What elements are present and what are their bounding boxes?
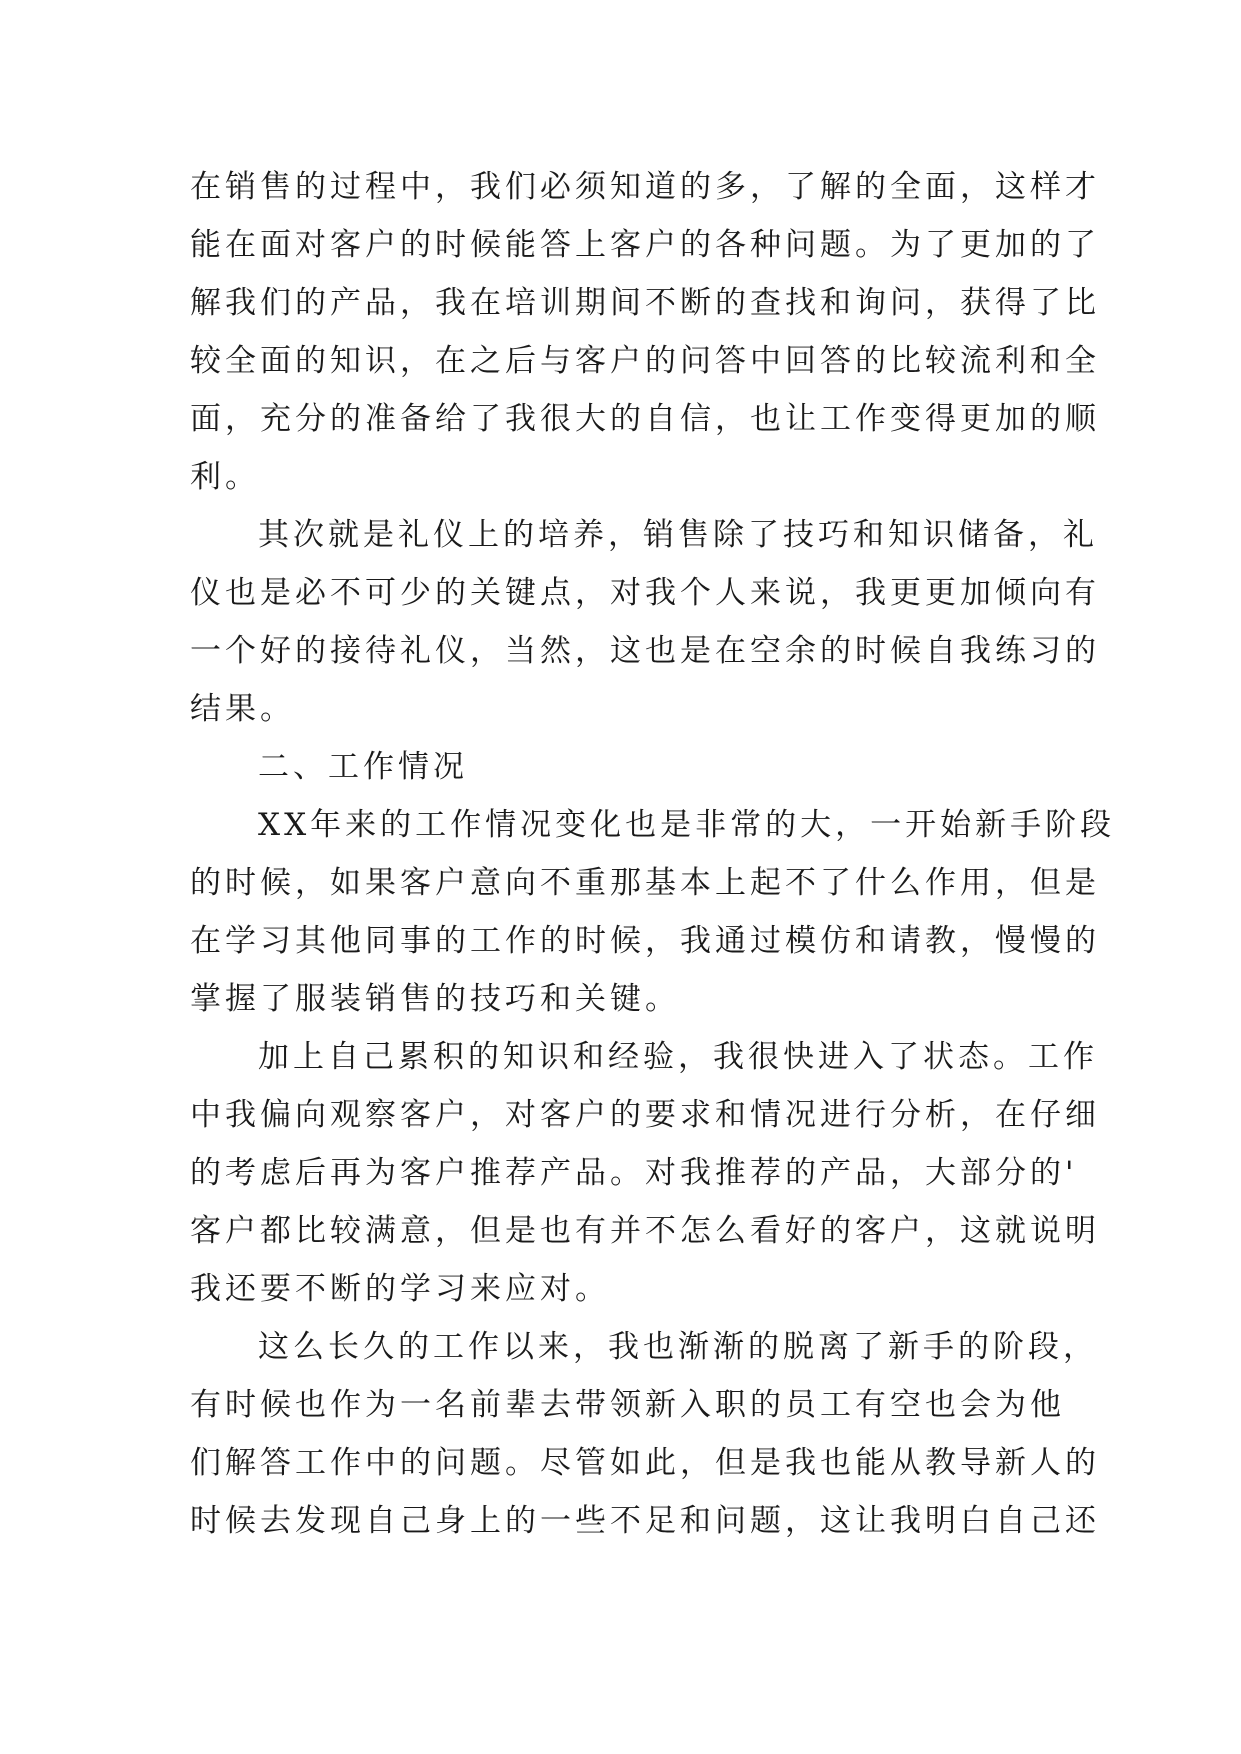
text-line: 在学习其他同事的工作的时候，我通过模仿和请教，慢慢的 (190, 923, 1100, 959)
text-line: 中我偏向观察客户，对客户的要求和情况进行分析，在仔细 (190, 1097, 1100, 1133)
paragraph-start-line: 这么长久的工作以来，我也渐渐的脱离了新手的阶段， (258, 1329, 1098, 1365)
text-line: 结果。 (190, 691, 295, 727)
paragraph-start-line: XX年来的工作情况变化也是非常的大，一开始新手阶段 (258, 807, 1116, 843)
text-line: 我还要不断的学习来应对。 (190, 1271, 610, 1307)
document-body (190, 158, 1116, 1550)
text-line: 掌握了服装销售的技巧和关键。 (190, 981, 680, 1017)
text-line: 面，充分的准备给了我很大的自信，也让工作变得更加的顺 (190, 401, 1100, 437)
text-line: 时候去发现自己身上的一些不足和问题，这让我明白自己还 (190, 1503, 1100, 1539)
text-line: 一个好的接待礼仪，当然，这也是在空余的时候自我练习的 (190, 633, 1100, 669)
text-line: 的考虑后再为客户推荐产品。对我推荐的产品，大部分的' (190, 1155, 1078, 1191)
text-line: 的时候，如果客户意向不重那基本上起不了什么作用，但是 (190, 865, 1100, 901)
paragraph-start-line: 加上自己累积的知识和经验，我很快进入了状态。工作 (258, 1039, 1098, 1075)
section-heading: 二、工作情况 (258, 749, 468, 785)
text-line: 客户都比较满意，但是也有并不怎么看好的客户，这就说明 (190, 1213, 1100, 1249)
text-line: 解我们的产品，我在培训期间不断的查找和询问，获得了比 (190, 285, 1100, 321)
paragraph-start-line: 其次就是礼仪上的培养，销售除了技巧和知识储备，礼 (258, 517, 1098, 553)
text-line: 们解答工作中的问题。尽管如此，但是我也能从教导新人的 (190, 1445, 1100, 1481)
text-line: 有时候也作为一名前辈去带领新入职的员工有空也会为他 (190, 1387, 1065, 1423)
text-line: 能在面对客户的时候能答上客户的各种问题。为了更加的了 (190, 227, 1100, 263)
text-line: 较全面的知识，在之后与客户的问答中回答的比较流利和全 (190, 343, 1100, 379)
text-line: 在销售的过程中，我们必须知道的多，了解的全面，这样才 (190, 169, 1100, 205)
text-line: 仪也是必不可少的关键点，对我个人来说，我更更加倾向有 (190, 575, 1100, 611)
text-line: 利。 (190, 459, 260, 495)
